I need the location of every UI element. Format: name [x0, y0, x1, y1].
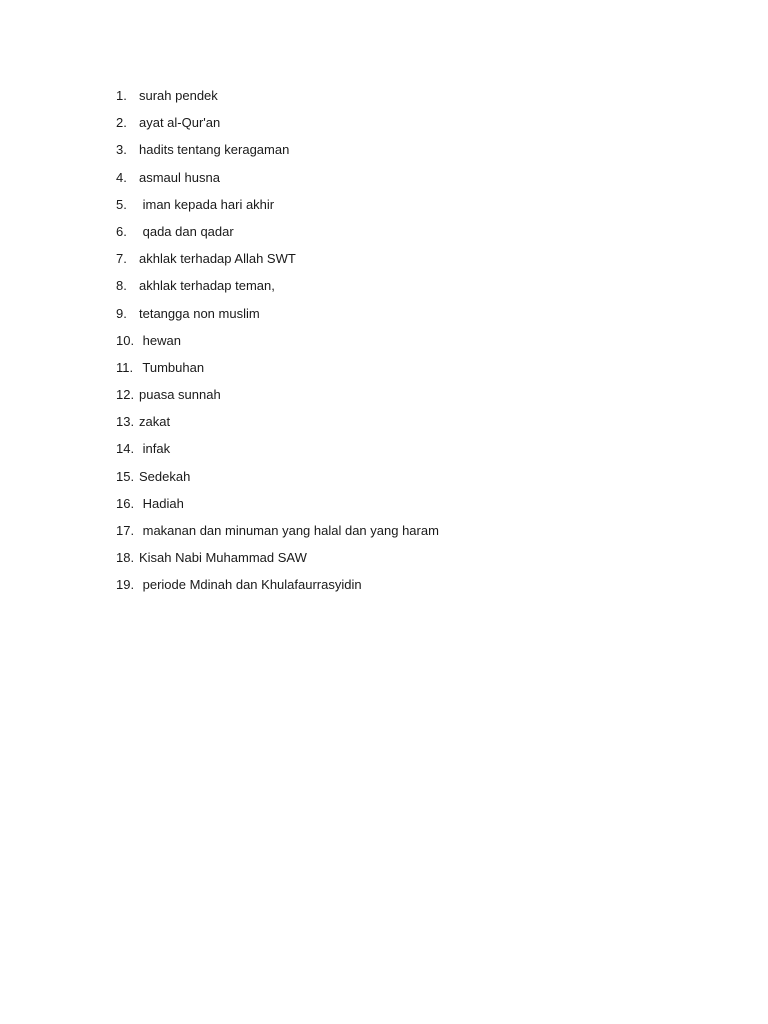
list-item-number: 16.	[116, 495, 135, 511]
list-item-number: 17.	[116, 523, 135, 538]
list-item-number: 9.	[116, 305, 127, 321]
list-item-number: 5.	[116, 196, 127, 212]
list-item-text: surah pendek	[139, 88, 218, 103]
list-item-text: Tumbuhan	[139, 359, 205, 375]
list-item	[116, 222, 439, 249]
list-item-text: hewan	[139, 332, 181, 348]
list-item-text: zakat	[139, 414, 171, 430]
list-item-text: Hadiah	[139, 495, 184, 511]
list-item-number: 7.	[116, 251, 127, 267]
list-item	[116, 249, 439, 276]
list-item-text: infak	[139, 441, 171, 457]
list-item	[116, 140, 439, 167]
list-item-text: Kisah Nabi Muhammad SAW	[139, 550, 307, 566]
list-item	[116, 548, 439, 575]
list-item	[116, 385, 439, 412]
list-item-number: 8.	[116, 278, 127, 294]
list-item	[116, 521, 439, 548]
list-item-number: 19.	[116, 577, 135, 593]
list-item	[116, 195, 439, 222]
list-item-number: 1.	[116, 88, 127, 103]
list-item-number: 2.	[116, 115, 127, 131]
numbered-list	[116, 86, 439, 603]
list-item-number: 11.	[116, 359, 134, 375]
list-item-number: 13.	[116, 414, 135, 430]
list-item-text: ayat al-Qur'an	[139, 115, 221, 131]
list-item-number: 15.	[116, 468, 135, 484]
list-item-text: akhlak terhadap teman,	[139, 278, 275, 294]
list-item	[116, 467, 439, 494]
list-item-text: asmaul husna	[139, 169, 220, 185]
list-item-number: 3.	[116, 142, 127, 158]
list-item-text: puasa sunnah	[139, 387, 221, 403]
list-item-text: periode Mdinah dan Khulafaurrasyidin	[139, 577, 362, 593]
list-item-text: tetangga non muslim	[139, 305, 260, 321]
list-item-number: 12.	[116, 387, 135, 403]
list-item	[116, 304, 439, 331]
list-item	[116, 113, 439, 140]
list-item-number: 10.	[116, 332, 135, 348]
list-item-text: Sedekah	[139, 468, 191, 484]
list-item	[116, 412, 439, 439]
list-item-text: akhlak terhadap Allah SWT	[139, 251, 296, 267]
list-item-number: 6.	[116, 223, 127, 239]
list-item-text: makanan dan minuman yang halal dan yang haram	[139, 523, 439, 538]
list-item-number: 14.	[116, 441, 135, 457]
list-item-text: qada dan qadar	[139, 223, 234, 239]
list-item	[116, 575, 439, 602]
list-item	[116, 494, 439, 521]
list-item-text: hadits tentang keragaman	[139, 142, 290, 158]
list-item-number: 18.	[116, 550, 135, 566]
list-item	[116, 86, 439, 113]
list-item-number: 4.	[116, 169, 127, 185]
list-item	[116, 439, 439, 466]
list-item	[116, 276, 439, 303]
list-item-text: iman kepada hari akhir	[139, 196, 275, 212]
list-item	[116, 358, 439, 385]
list-item	[116, 168, 439, 195]
list-item	[116, 331, 439, 358]
